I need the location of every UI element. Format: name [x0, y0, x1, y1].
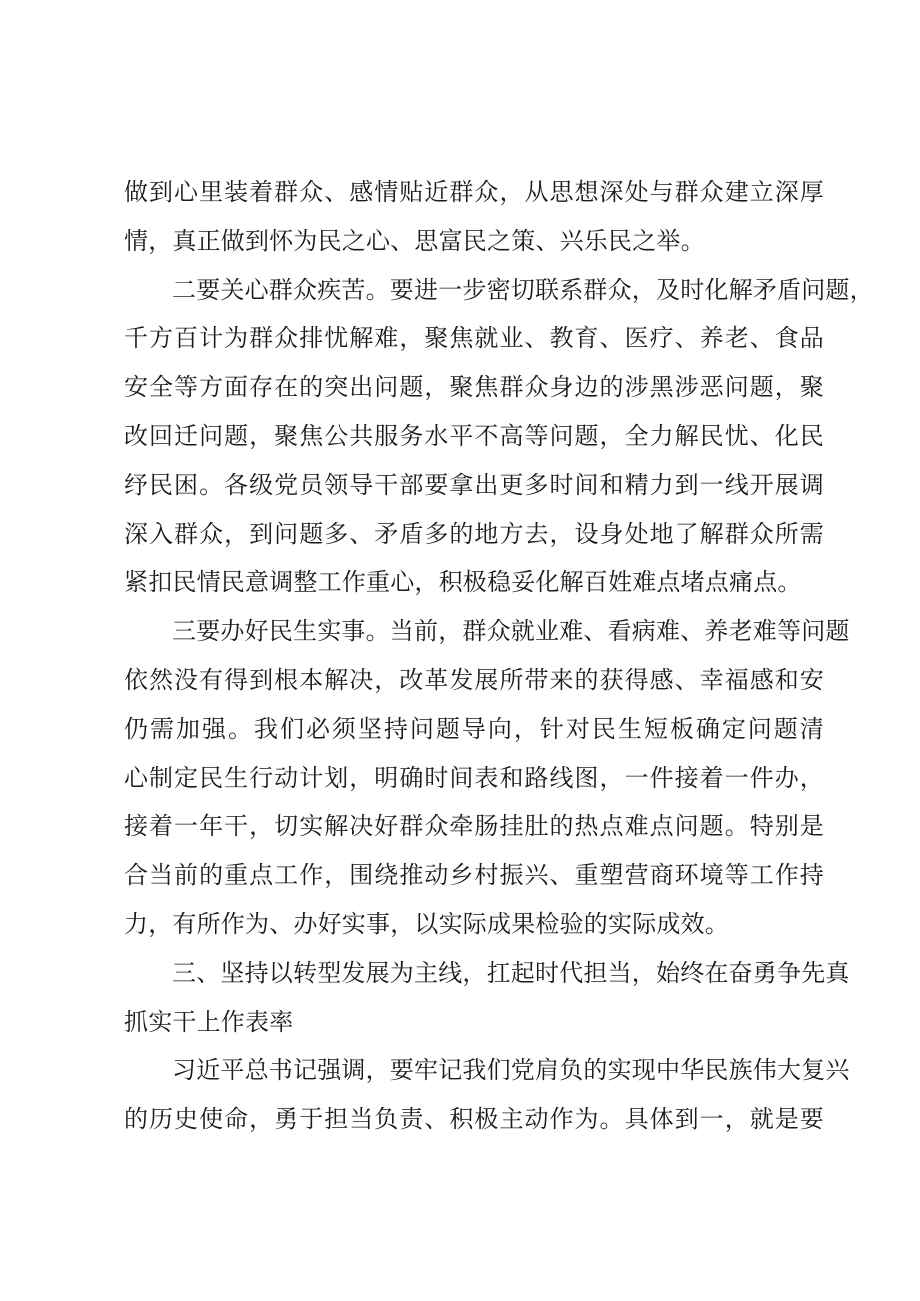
body-line: 改回迁问题，聚焦公共服务水平不高等问题，全力解民忧、化民 — [124, 421, 824, 450]
body-line: 依然没有得到根本解决，改革发展所带来的获得感、幸福感和安 — [124, 665, 824, 694]
body-line: 纾民困。各级党员领导干部要拿出更多时间和精力到一线开展调 — [124, 470, 824, 499]
body-line: 力，有所作为、办好实事，以实际成果检验的实际成效。 — [124, 909, 729, 938]
body-line: 情，真正做到怀为民之心、思富民之策、兴乐民之举。 — [124, 226, 705, 255]
paragraph-start-line: 三要办好民生实事。当前，群众就业难、看病难、养老难等问题 — [172, 617, 850, 646]
body-line: 合当前的重点工作，围绕推动乡村振兴、重塑营商环境等工作持 — [124, 861, 824, 890]
paragraph-start-line: 二要关心群众疾苦。要进一步密切联系群众，及时化解矛盾问题， — [172, 275, 874, 304]
document-body — [124, 168, 874, 1144]
body-line: 仍需加强。我们必须坚持问题导向，针对民生短板确定问题清 — [124, 714, 824, 743]
body-line: 安全等方面存在的突出问题，聚焦群众身边的涉黑涉恶问题，聚 — [124, 373, 824, 402]
body-line: 千方百计为群众排忧解难，聚焦就业、教育、医疗、养老、食品 — [124, 324, 824, 353]
section-heading-line: 三、坚持以转型发展为主线，扛起时代担当，始终在奋勇争先真 — [172, 958, 850, 987]
body-line: 的历史使命，勇于担当负责、积极主动作为。具体到一，就是要 — [124, 1105, 824, 1134]
body-line: 紧扣民情民意调整工作重心，积极稳妥化解百姓难点堵点痛点。 — [124, 568, 802, 597]
body-line: 深入群众，到问题多、矛盾多的地方去，设身处地了解群众所需 — [124, 519, 824, 548]
body-line: 做到心里装着群众、感情贴近群众，从思想深处与群众建立深厚 — [124, 178, 824, 206]
paragraph-start-line: 习近平总书记强调，要牢记我们党肩负的实现中华民族伟大复兴 — [172, 1056, 850, 1085]
body-line: 心制定民生行动计划，明确时间表和路线图，一件接着一件办， — [124, 763, 824, 792]
body-line: 接着一年干，切实解决好群众牵肠挂肚的热点难点问题。特别是 — [124, 812, 824, 841]
section-heading-line: 抓实干上作表率 — [124, 1007, 294, 1036]
